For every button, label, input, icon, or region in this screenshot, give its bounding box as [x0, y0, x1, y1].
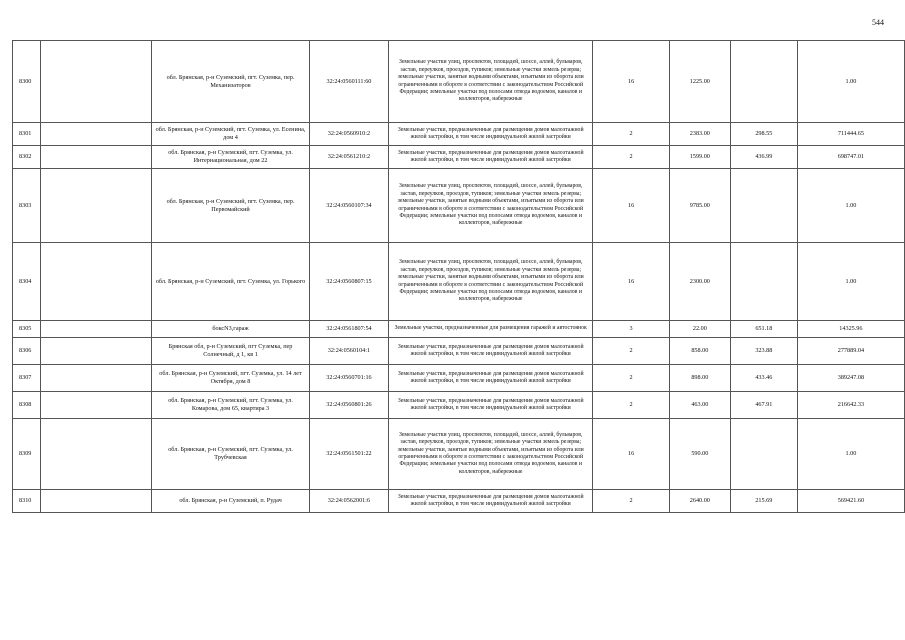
row-number-cell: 8308: [13, 392, 41, 419]
land-use-cell: Земельные участки улиц, проспектов, площадей, шоссе, аллей, бульваров, застав, переулков, проездов, тупиков; земельные участки земель резерва; земельные участки, занятые водными объектами, изъятыми из оборота или ограниченными в обороте в соответствии с законодательством Российской Федерации; земельные участки под полосами отвода водоемов, каналов и коллекторов, набережные: [389, 41, 593, 123]
area-cell: 463.00: [669, 392, 730, 419]
specific-value-cell: 436.99: [730, 146, 797, 169]
area-cell: 2300.00: [669, 243, 730, 321]
row-number-cell: 8300: [13, 41, 41, 123]
blank-cell: [40, 146, 151, 169]
area-cell: 590.00: [669, 419, 730, 490]
blank-cell: [40, 490, 151, 513]
blank-cell: [40, 321, 151, 338]
blank-cell: [40, 392, 151, 419]
blank-cell: [40, 41, 151, 123]
area-cell: 858.00: [669, 338, 730, 365]
use-group-code-cell: 2: [593, 392, 669, 419]
address-cell: обл. Брянская, р-н Суземский, пгт. Суземка, ул. 14 лет Октября, дом 8: [152, 365, 310, 392]
use-group-code-cell: 2: [593, 146, 669, 169]
use-group-code-cell: 2: [593, 490, 669, 513]
cadastral-number-cell: 32:24:0560104:1: [309, 338, 388, 365]
page-number: 544: [872, 18, 884, 27]
table-row: [13, 490, 905, 513]
use-group-code-cell: 16: [593, 169, 669, 243]
blank-cell: [40, 365, 151, 392]
specific-value-cell: 651.18: [730, 321, 797, 338]
cadastral-number-cell: 32:24:0561210:2: [309, 146, 388, 169]
cadastral-number-cell: 32:24:0560807:15: [309, 243, 388, 321]
area-cell: 898.00: [669, 365, 730, 392]
address-cell: обл. Брянская, р-н Суземский, п. Рудач: [152, 490, 310, 513]
cadastral-value-table: [12, 40, 905, 513]
specific-value-cell: 433.46: [730, 365, 797, 392]
area-cell: 9785.00: [669, 169, 730, 243]
specific-value-cell: 467.91: [730, 392, 797, 419]
specific-value-cell: [730, 419, 797, 490]
row-number-cell: 8306: [13, 338, 41, 365]
address-cell: обл. Брянская, р-н Суземский, пгт. Суземка, пер. Первомайский: [152, 169, 310, 243]
area-cell: 22.00: [669, 321, 730, 338]
table-row: [13, 392, 905, 419]
cadastral-value-cell: 1.00: [797, 169, 904, 243]
address-cell: обл. Брянская, р-н Суземский, пгт. Суземка, пер. Механизаторов: [152, 41, 310, 123]
table-row: [13, 169, 905, 243]
use-group-code-cell: 3: [593, 321, 669, 338]
blank-cell: [40, 419, 151, 490]
cadastral-value-cell: 1.00: [797, 419, 904, 490]
cadastral-number-cell: 32:24:0561807:54: [309, 321, 388, 338]
row-number-cell: 8307: [13, 365, 41, 392]
area-cell: 2640.00: [669, 490, 730, 513]
cadastral-number-cell: 32:24:0560701:16: [309, 365, 388, 392]
use-group-code-cell: 2: [593, 123, 669, 146]
cadastral-number-cell: 32:24:0562001:6: [309, 490, 388, 513]
address-cell: обл. Брянская, р-н Суземский, пгт. Суземка, ул. Есенина, дом 4: [152, 123, 310, 146]
specific-value-cell: [730, 169, 797, 243]
area-cell: 2383.00: [669, 123, 730, 146]
cadastral-value-cell: 1.00: [797, 41, 904, 123]
land-use-cell: Земельные участки, предназначенные для размещения домов малоэтажной жилой застройки, в том числе индивидуальной жилой застройки: [389, 146, 593, 169]
cadastral-value-cell: 14325.96: [797, 321, 904, 338]
cadastral-number-cell: 32:24:0561501:22: [309, 419, 388, 490]
use-group-code-cell: 2: [593, 365, 669, 392]
land-use-cell: Земельные участки, предназначенные для размещения домов малоэтажной жилой застройки, в том числе индивидуальной жилой застройки: [389, 392, 593, 419]
table-row: [13, 338, 905, 365]
cadastral-value-cell: 216642.33: [797, 392, 904, 419]
use-group-code-cell: 16: [593, 41, 669, 123]
cadastral-number-cell: 32:24:0560111:60: [309, 41, 388, 123]
address-cell: обл. Брянская, р-н Суземский, пгт. Суземка, ул. Горького: [152, 243, 310, 321]
address-cell: обл. Брянская, р-н Суземский, пгт. Суземка, ул. Комарова, дом 65, квартира 3: [152, 392, 310, 419]
cadastral-value-cell: 711444.65: [797, 123, 904, 146]
table-row: [13, 123, 905, 146]
cadastral-value-cell: 1.00: [797, 243, 904, 321]
blank-cell: [40, 338, 151, 365]
address-cell: боксN3,гараж: [152, 321, 310, 338]
row-number-cell: 8301: [13, 123, 41, 146]
land-use-cell: Земельные участки, предназначенные для размещения домов малоэтажной жилой застройки, в том числе индивидуальной жилой застройки: [389, 365, 593, 392]
land-use-cell: Земельные участки, предназначенные для размещения домов малоэтажной жилой застройки, в том числе индивидуальной жилой застройки: [389, 123, 593, 146]
blank-cell: [40, 123, 151, 146]
land-use-cell: Земельные участки, предназначенные для размещения домов малоэтажной жилой застройки, в том числе индивидуальной жилой застройки: [389, 338, 593, 365]
table-body: [13, 41, 905, 513]
cadastral-number-cell: 32:24:0560910:2: [309, 123, 388, 146]
area-cell: 1225.00: [669, 41, 730, 123]
specific-value-cell: 215.69: [730, 490, 797, 513]
table-row: [13, 146, 905, 169]
land-use-cell: Земельные участки, предназначенные для размещения домов малоэтажной жилой застройки, в том числе индивидуальной жилой застройки: [389, 490, 593, 513]
cadastral-value-cell: 698747.01: [797, 146, 904, 169]
cadastral-value-cell: 277889.04: [797, 338, 904, 365]
table-row: [13, 41, 905, 123]
specific-value-cell: [730, 243, 797, 321]
table-row: [13, 321, 905, 338]
row-number-cell: 8309: [13, 419, 41, 490]
land-use-cell: Земельные участки улиц, проспектов, площадей, шоссе, аллей, бульваров, застав, переулков, проездов, тупиков; земельные участки земель резерва; земельные участки, занятые водными объектами, изъятыми из оборота или ограниченными в обороте в соответствии с законодательством Российской Федерации; земельные участки под полосами отвода водоемов, каналов и коллекторов, набережные: [389, 419, 593, 490]
land-use-cell: Земельные участки, предназначенные для размещения гаражей и автостоянок: [389, 321, 593, 338]
land-use-cell: Земельные участки улиц, проспектов, площадей, шоссе, аллей, бульваров, застав, переулков, проездов, тупиков; земельные участки земель резерва; земельные участки, занятые водными объектами, изъятыми из оборота или ограниченными в обороте в соответствии с законодательством Российской Федерации; земельные участки под полосами отвода водоемов, каналов и коллекторов, набережные: [389, 243, 593, 321]
row-number-cell: 8303: [13, 169, 41, 243]
table-row: [13, 419, 905, 490]
cadastral-value-cell: 569421.60: [797, 490, 904, 513]
area-cell: 1599.00: [669, 146, 730, 169]
table-row: [13, 243, 905, 321]
blank-cell: [40, 169, 151, 243]
cadastral-value-cell: 389247.08: [797, 365, 904, 392]
cadastral-number-cell: 32:24:0560801:26: [309, 392, 388, 419]
address-cell: Брянская обл, р-н Суземский, пгт Суземка, пер Солнечный, д 1, кв 1: [152, 338, 310, 365]
specific-value-cell: 323.88: [730, 338, 797, 365]
use-group-code-cell: 2: [593, 338, 669, 365]
row-number-cell: 8302: [13, 146, 41, 169]
cadastral-number-cell: 32:24:0560107:34: [309, 169, 388, 243]
row-number-cell: 8310: [13, 490, 41, 513]
use-group-code-cell: 16: [593, 243, 669, 321]
specific-value-cell: 298.55: [730, 123, 797, 146]
use-group-code-cell: 16: [593, 419, 669, 490]
row-number-cell: 8304: [13, 243, 41, 321]
row-number-cell: 8305: [13, 321, 41, 338]
land-use-cell: Земельные участки улиц, проспектов, площадей, шоссе, аллей, бульваров, застав, переулков, проездов, тупиков; земельные участки земель резерва; земельные участки, занятые водными объектами, изъятыми из оборота или ограниченными в обороте в соответствии с законодательством Российской Федерации; земельные участки под полосами отвода водоемов, каналов и коллекторов, набережные: [389, 169, 593, 243]
blank-cell: [40, 243, 151, 321]
specific-value-cell: [730, 41, 797, 123]
address-cell: обл. Брянская, р-н Суземский, пгт. Суземка, ул. Интернациональная, дом 22: [152, 146, 310, 169]
address-cell: обл. Брянская, р-н Суземский, пгт. Суземка, ул. Трубчевская: [152, 419, 310, 490]
table-row: [13, 365, 905, 392]
